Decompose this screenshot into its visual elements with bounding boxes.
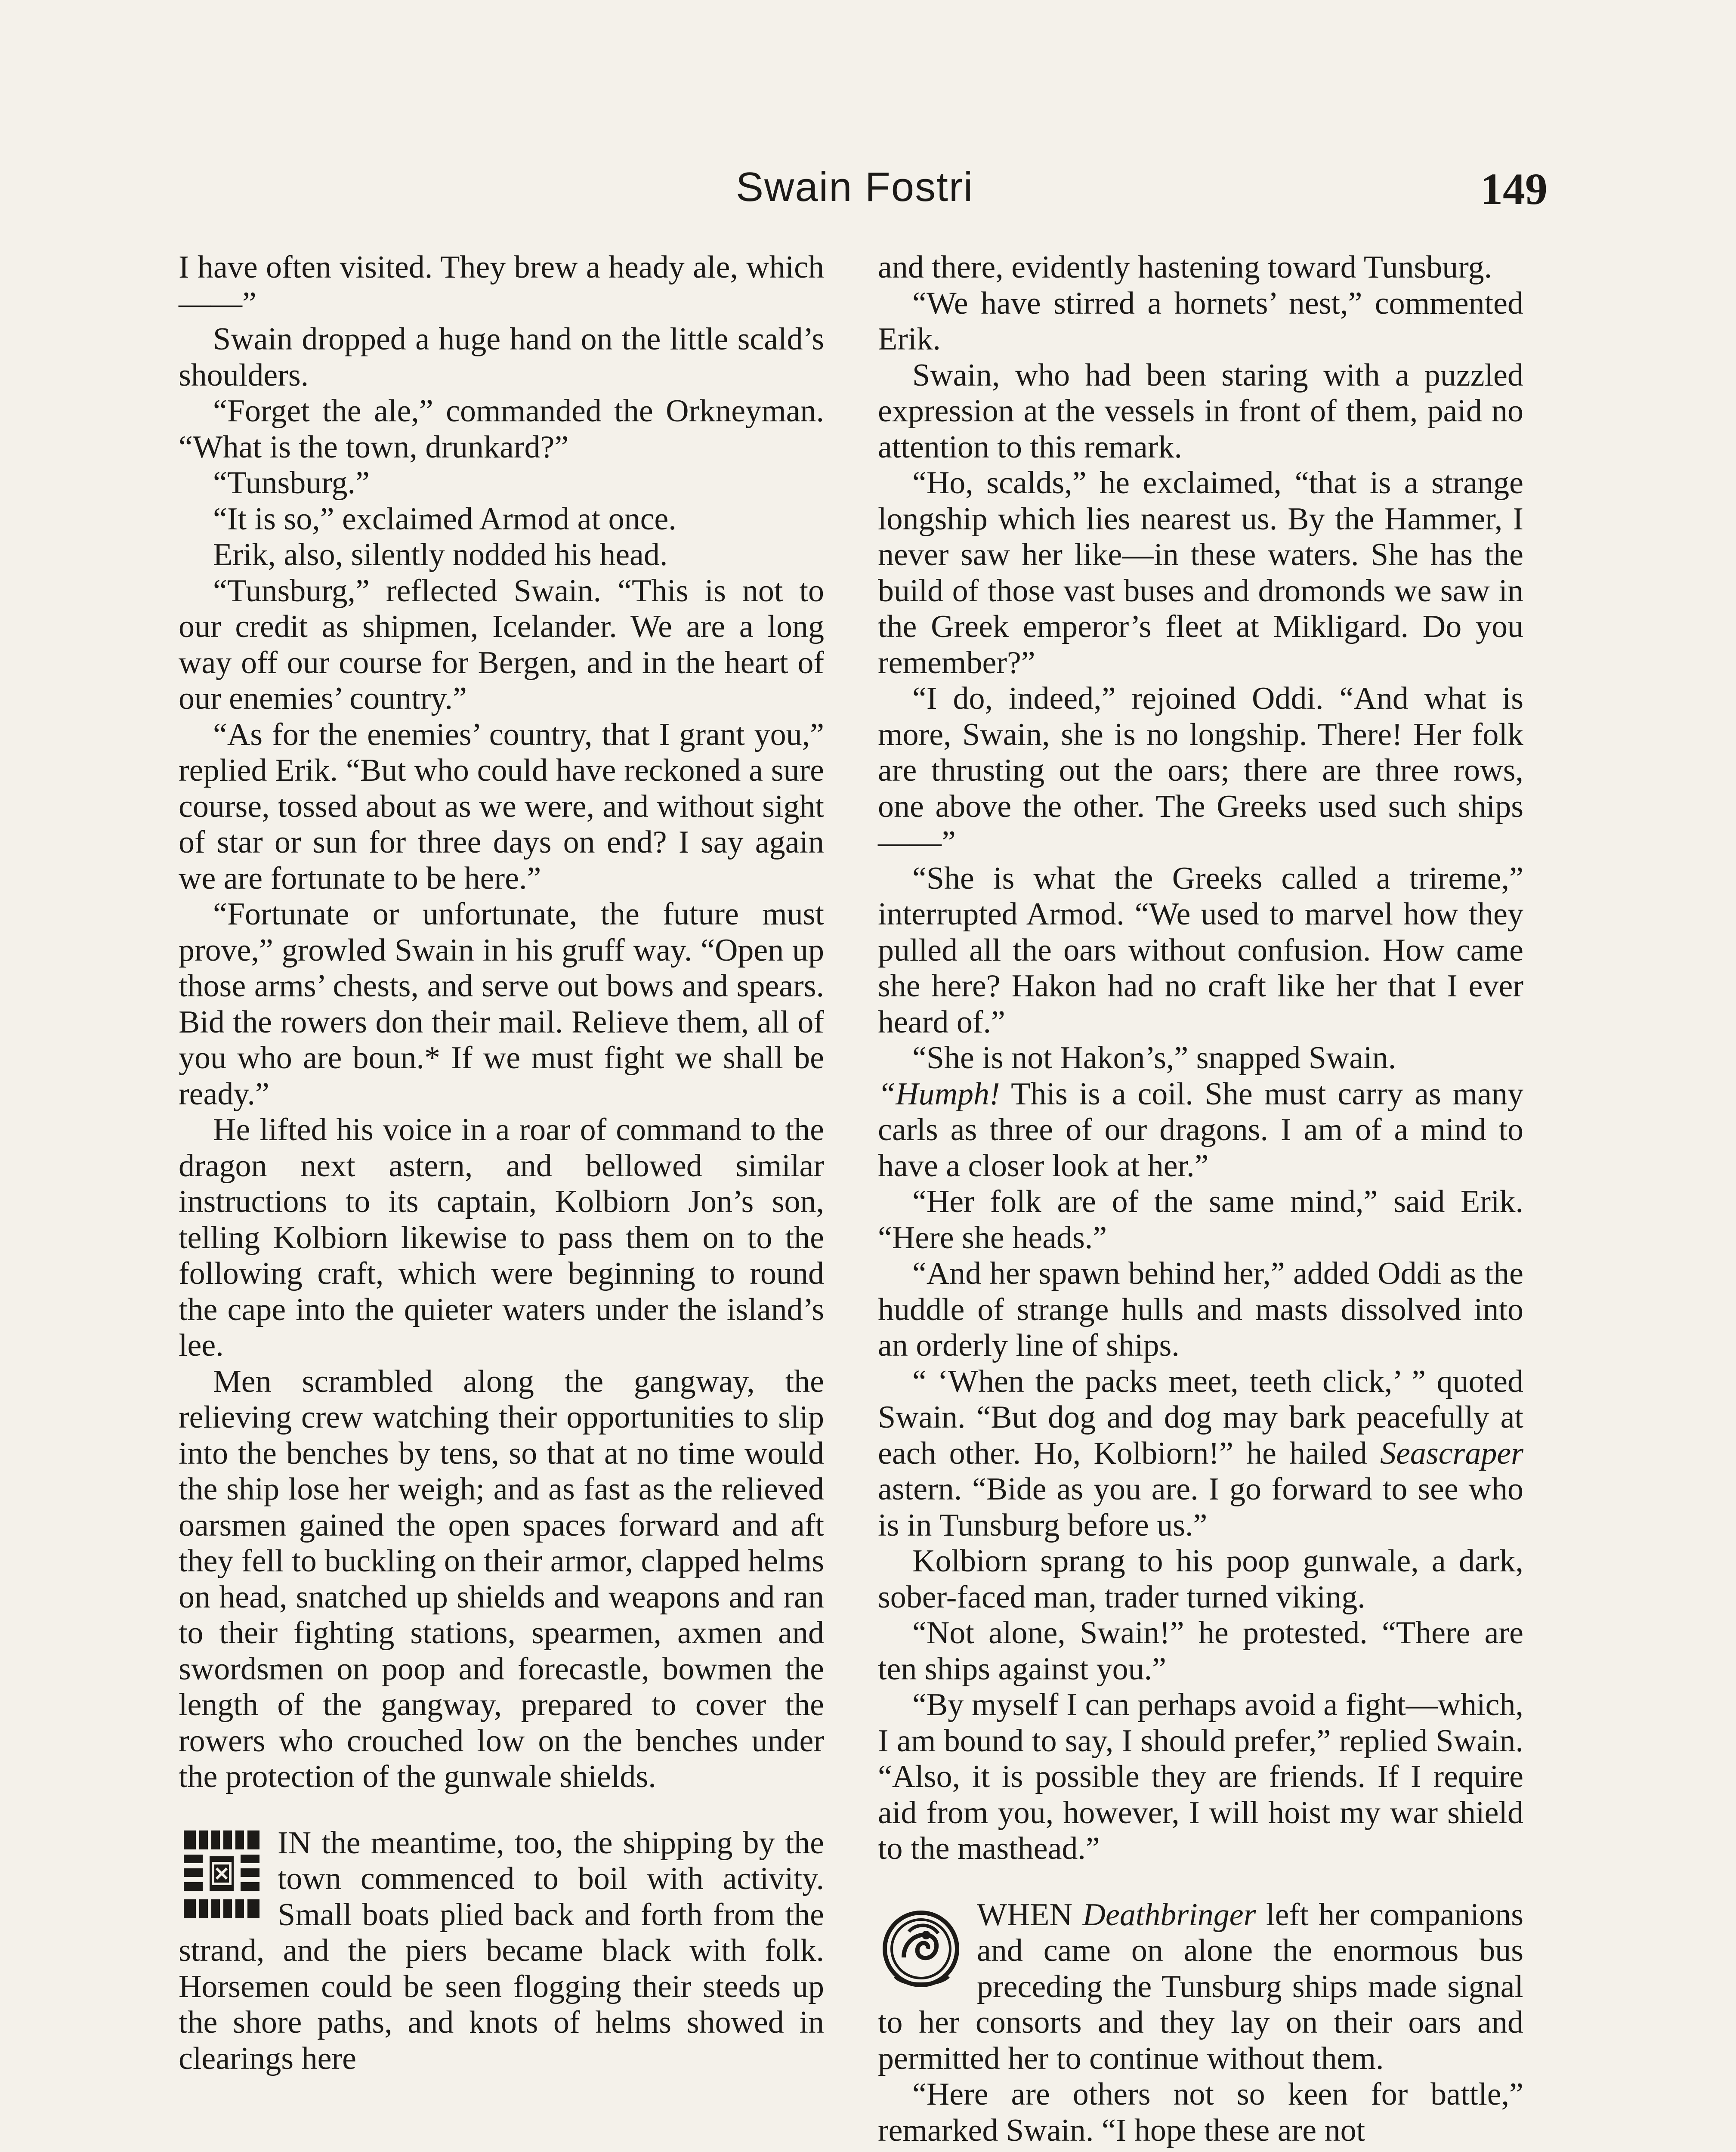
- paragraph: Kolbiorn sprang to his poop gunwale, a dark, sober-faced man, trader turned viking.: [878, 1543, 1523, 1615]
- running-title: Swain Fostri: [736, 164, 974, 210]
- right-column: [878, 250, 1523, 2149]
- paragraph: Erik, also, silently nodded his head.: [213, 537, 668, 572]
- paragraph: “Not alone, Swain!” he protested. “There are ten ships against you.”: [878, 1615, 1523, 1687]
- italic-text: Seascraper: [1380, 1435, 1523, 1471]
- paragraph: “As for the enemies’ country, that I grant you,” replied Erik. “But who could have reckoned a sure course, tossed about as we were, and without sight of star or sun for three days on end? I say again we are fortunate to be here.”: [179, 717, 824, 896]
- paragraph: “I do, indeed,” rejoined Oddi. “And what is more, Swain, she is no longship. There! Her folk are thrusting out the oars; there are three rows, one above the other. The Greeks used such ships——”: [878, 681, 1523, 860]
- paragraph: “Tunsburg.”: [213, 465, 370, 501]
- paragraph: “Here are others not so keen for battle,” remarked Swain. “I hope these are not: [878, 2077, 1523, 2148]
- text-run: This is a coil. She must carry as many carls as three of our dragons. I am of a mind to have a closer look at her.”: [878, 1076, 1523, 1184]
- paragraph: [878, 1897, 1523, 2077]
- paragraph: IN the meantime, too, the shipping by the town commenced to boil with activity. Small boats plied back and forth from the strand, and the piers became black with folk. Horsemen could be seen flogging their steeds up the shore paths, and knots of helms showed in clearings here: [179, 1825, 824, 2076]
- paragraph: “We have stirred a hornets’ nest,” commented Erik.: [878, 285, 1523, 357]
- ornament-dropcap-icon: [179, 1825, 265, 1924]
- text-run: “She is not Hakon’s,” snapped Swain.: [912, 1040, 1396, 1076]
- paragraph: Swain, who had been staring with a puzzled expression at the vessels in front of them, paid no attention to this remark.: [878, 357, 1523, 465]
- paragraph: I have often visited. They brew a heady ale, which——”: [179, 250, 824, 321]
- page-number: 149: [1480, 164, 1548, 214]
- paragraph: “Ho, scalds,” he exclaimed, “that is a strange longship which lies nearest us. By the Hammer, I never saw her like—in these waters. She has the build of those vast buses and dromonds we saw in the Greek emperor’s fleet at Mikligard. Do you remember?”: [878, 465, 1523, 680]
- paragraph: “And her spawn behind her,” added Oddi as the huddle of strange hulls and masts dissolved into an orderly line of ships.: [878, 1256, 1523, 1363]
- paragraph: and there, evidently hastening toward Tunsburg.: [878, 250, 1492, 285]
- paragraph: “Tunsburg,” reflected Swain. “This is not to our credit as shipmen, Icelander. We are a long way off our course for Bergen, and in the heart of our enemies’ country.”: [179, 573, 824, 716]
- paragraph: “She is what the Greeks called a trireme,” interrupted Armod. “We used to marvel how they pulled all the oars without confusion. How came she here? Hakon had no craft like her that I ever heard of.”: [878, 860, 1523, 1040]
- paragraph: Men scrambled along the gangway, the relieving crew watching their opportunities to slip into the benches by tens, so that at no time would the ship lose her weigh; and as fast as the relieved oarsmen gained the open spaces forward and aft they fell to buckling on their armor, clapped helms on head, snatched up shields and weapons and ran to their fighting stations, spearmen, axmen and swordsmen on poop and forecastle, bowmen the length of the gangway, prepared to cover the rowers who crouched low on the benches under the protection of the gunwale shields.: [179, 1364, 824, 1794]
- left-column: [179, 250, 824, 2077]
- paragraph: “Her folk are of the same mind,” said Erik. “Here she heads.”: [878, 1184, 1523, 1255]
- text-run: astern. “Bide as you are. I go forward to see who is in Tunsburg before us.”: [878, 1472, 1523, 1543]
- paragraph: He lifted his voice in a roar of command to the dragon next astern, and bellowed similar instructions to its captain, Kolbiorn Jon’s son, telling Kolbiorn likewise to pass them on to the following craft, which were beginning to round the cape into the quieter waters under the island’s lee.: [179, 1112, 824, 1363]
- paragraph: “By myself I can perhaps avoid a fight—which, I am bound to say, I should prefer,” replied Swain. “Also, it is possible they are friends. If I require aid from you, however, I will hoist my war shield to the masthead.”: [878, 1687, 1523, 1866]
- section-break: [179, 1825, 824, 2077]
- paragraph: “Fortunate or unfortunate, the future must prove,” growled Swain in his gruff way. “Open up those arms’ chests, and serve out bows and spears. Bid the rowers don their mail. Relieve them, all of you who are boun.* If we must fight we shall be ready.”: [179, 897, 824, 1112]
- italic-text: “Humph!: [878, 1076, 1000, 1112]
- paragraph: “It is so,” exclaimed Armod at once.: [213, 501, 676, 537]
- paragraph: [878, 1040, 1523, 1184]
- paragraph: Swain dropped a huge hand on the little scald’s shoulders.: [179, 322, 824, 393]
- section-break: [878, 1897, 1523, 2149]
- ornament-swirl-icon: [878, 1897, 964, 1996]
- page-header: [0, 155, 1736, 224]
- paragraph: [878, 1364, 1523, 1544]
- paragraph: “Forget the ale,” commanded the Orkneyman. “What is the town, drunkard?”: [179, 393, 824, 465]
- italic-text: Deathbringer: [1082, 1897, 1256, 1932]
- text-run: WHEN: [977, 1897, 1083, 1932]
- text-run: “ ‘When the packs meet, teeth click,’ ” quoted Swain. “But dog and dog may bark peacefully at each other. Ho, Kolbiorn!” he hailed: [878, 1364, 1523, 1471]
- text-run: left her companions and came on alone the enormous bus preceding the Tunsburg ships made signal to her consorts and they lay on their oars and permitted her to continue without them.: [878, 1897, 1523, 2076]
